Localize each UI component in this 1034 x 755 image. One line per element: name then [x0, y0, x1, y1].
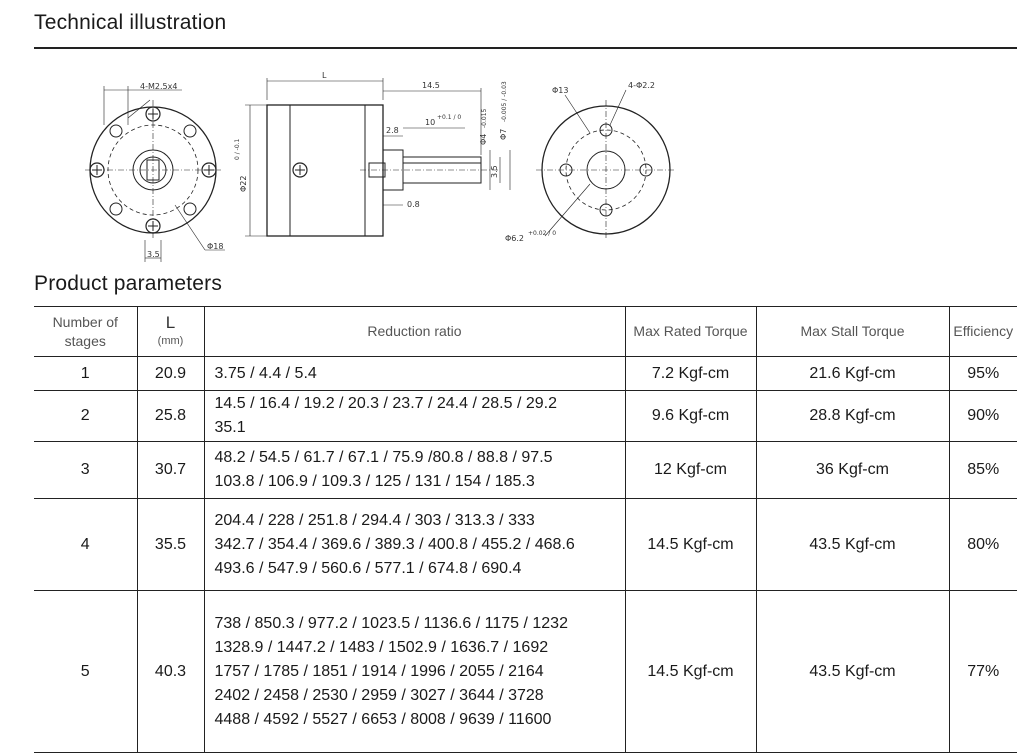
table-row	[34, 499, 1017, 591]
cell-efficiency: 95%	[949, 357, 1017, 391]
cell-rated-torque: 7.2 Kgf-cm	[625, 357, 756, 391]
table-row	[34, 357, 1017, 391]
ratio-line: 1757 / 1785 / 1851 / 1914 / 1996 / 2055 / 2164	[214, 662, 544, 680]
side-view	[245, 78, 510, 236]
cell-stages: 2	[34, 391, 137, 442]
label-rear-holes: 4-Φ2.2	[628, 81, 655, 90]
table-header-row	[34, 307, 1017, 357]
cell-stall-torque: 43.5 Kgf-cm	[756, 591, 949, 753]
ratio-line: 493.6 / 547.9 / 560.6 / 577.1 / 674.8 / 690.4	[214, 559, 522, 577]
label-side-gap: 0.8	[407, 200, 420, 209]
label-side-boss-dia: Φ7	[499, 128, 508, 140]
label-side-shaft-dia-tol: -0.015	[481, 108, 488, 128]
label-front-holes: 4-M2.5x4	[140, 82, 178, 91]
label-side-body-dia-tol: 0 / -0.1	[234, 138, 241, 160]
parameters-title: Product parameters	[34, 272, 223, 295]
parameters-table	[34, 306, 1017, 753]
cell-stages: 4	[34, 499, 137, 591]
cell-stall-torque: 43.5 Kgf-cm	[756, 499, 949, 591]
cell-length: 25.8	[137, 391, 204, 442]
label-side-flat-tol: +0.1 / 0	[437, 114, 462, 121]
cell-stall-torque: 21.6 Kgf-cm	[756, 357, 949, 391]
ratio-line: 4488 / 4592 / 5527 / 6653 / 8008 / 9639 / 11600	[214, 710, 552, 728]
cell-efficiency: 85%	[949, 442, 1017, 499]
cell-rated-torque: 12 Kgf-cm	[625, 442, 756, 499]
ratio-line: 204.4 / 228 / 251.8 / 294.4 / 303 / 313.3 / 333	[214, 511, 535, 529]
cell-ratios	[204, 357, 625, 391]
cell-ratios	[204, 442, 625, 499]
rear-view	[536, 90, 676, 240]
table-row	[34, 391, 1017, 442]
cell-rated-torque: 14.5 Kgf-cm	[625, 499, 756, 591]
label-rear-center: Φ6.2	[505, 234, 525, 243]
cell-ratios	[204, 391, 625, 442]
cell-stall-torque: 28.8 Kgf-cm	[756, 391, 949, 442]
label-side-length: L	[322, 71, 327, 80]
label-side-body-dia: Φ22	[239, 175, 248, 192]
label-rear-dia: Φ13	[552, 86, 569, 95]
cell-efficiency: 90%	[949, 391, 1017, 442]
header-rated-torque: Max Rated Torque	[625, 307, 756, 357]
ratio-line: 48.2 / 54.5 / 61.7 / 67.1 / 75.9 /80.8 / 88.8 / 97.5	[214, 449, 553, 466]
cell-length: 35.5	[137, 499, 204, 591]
table-row	[34, 591, 1017, 753]
header-stages: Number of stages	[34, 307, 137, 357]
cell-stages: 3	[34, 442, 137, 499]
illustration-title: Technical illustration	[34, 11, 227, 34]
ratio-line: 1328.9 / 1447.2 / 1483 / 1502.9 / 1636.7 / 1692	[214, 638, 549, 656]
cell-rated-torque: 14.5 Kgf-cm	[625, 591, 756, 753]
cell-length: 40.3	[137, 591, 204, 753]
label-side-boss-dia-tol: -0.005 / -0.03	[501, 81, 508, 122]
cell-stages: 1	[34, 357, 137, 391]
ratio-line: 14.5 / 16.4 / 19.2 / 20.3 / 23.7 / 24.4 / 28.5 / 29.2	[214, 395, 557, 412]
technical-drawing	[0, 55, 1034, 270]
title-divider	[34, 47, 1017, 49]
table-row	[34, 442, 1017, 499]
ratio-line: 35.1	[214, 419, 246, 436]
header-ratio: Reduction ratio	[204, 307, 625, 357]
cell-rated-torque: 9.6 Kgf-cm	[625, 391, 756, 442]
label-side-flat: 10	[425, 118, 436, 127]
ratio-line: 342.7 / 354.4 / 369.6 / 389.3 / 400.8 / 455.2 / 468.6	[214, 535, 575, 553]
ratio-line: 738 / 850.3 / 977.2 / 1023.5 / 1136.6 / 1175 / 1232	[214, 614, 568, 632]
cell-stall-torque: 36 Kgf-cm	[756, 442, 949, 499]
cell-length: 20.9	[137, 357, 204, 391]
ratio-line: 103.8 / 106.9 / 109.3 / 125 / 131 / 154 / 185.3	[214, 473, 535, 490]
front-view	[85, 86, 225, 262]
cell-efficiency: 77%	[949, 591, 1017, 753]
header-efficiency: Efficiency	[949, 307, 1017, 357]
cell-stages: 5	[34, 591, 137, 753]
label-front-offset: 3.5	[147, 250, 160, 259]
label-front-pitch: Φ18	[207, 242, 224, 251]
ratio-line: 2402 / 2458 / 2530 / 2959 / 3027 / 3644 / 3728	[214, 686, 544, 704]
label-side-shaft-dia: Φ4	[479, 133, 488, 145]
cell-length: 30.7	[137, 442, 204, 499]
label-rear-center-tol: +0.02 / 0	[528, 230, 557, 237]
ratio-line: 3.75 / 4.4 / 5.4	[214, 364, 317, 382]
cell-ratios	[204, 499, 625, 591]
cell-ratios	[204, 591, 625, 753]
label-side-flat-height: 3.5	[490, 165, 499, 178]
label-side-shaft-length: 14.5	[422, 81, 440, 90]
header-length: L (mm)	[137, 307, 204, 357]
cell-efficiency: 80%	[949, 499, 1017, 591]
header-stall-torque: Max Stall Torque	[756, 307, 949, 357]
label-side-shoulder: 2.8	[386, 126, 399, 135]
